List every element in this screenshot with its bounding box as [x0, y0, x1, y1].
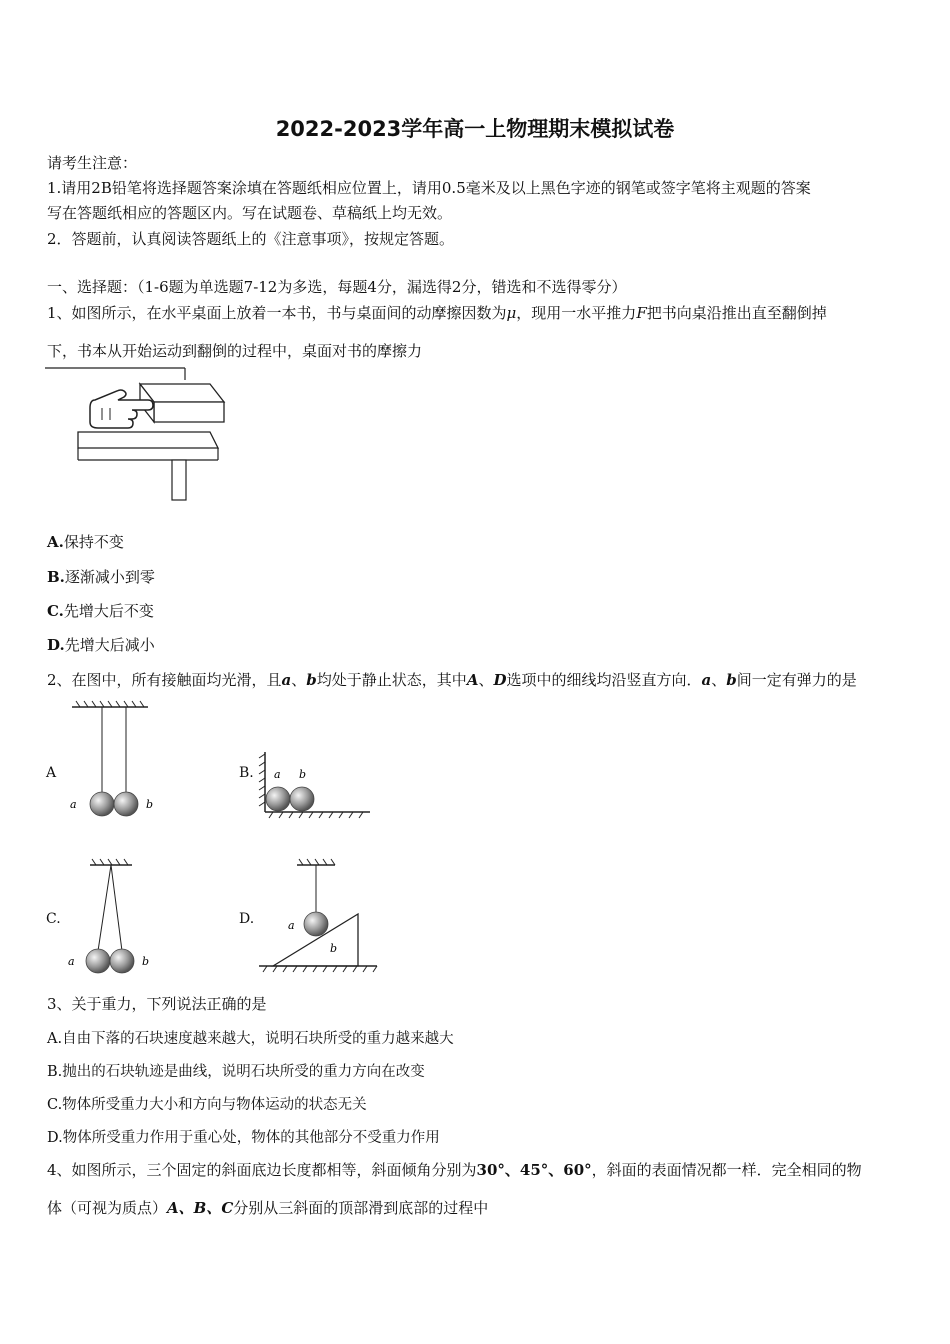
q1-stem-b: ，现用一水平推力	[516, 304, 637, 322]
page-title: 2022-2023学年高一上物理期末模拟试卷	[275, 117, 675, 141]
q2-fig-b-ball-b: b	[299, 768, 307, 781]
q2-fig-d-wedge-b: b	[330, 942, 338, 955]
q2-fig-a-ball-b: b	[146, 798, 154, 811]
q1-stem-line2: 下，书本从开始运动到翻倒的过程中，桌面对书的摩擦力	[47, 342, 423, 360]
notice-line-2: 2．答题前，认真阅读答题纸上的《注意事项》，按规定答题。	[47, 230, 455, 248]
q3-option-c[interactable]: C.物体所受重力大小和方向与物体运动的状态无关	[47, 1097, 367, 1113]
q3-option-a[interactable]: A.自由下落的石块速度越来越大，说明石块所受的重力越来越大	[47, 1031, 454, 1047]
q1-figure-book-on-table	[40, 362, 240, 507]
section-heading: 一、选择题：（1-6题为单选题7-12为多选，每题4分，漏选得2分，错选和不选得零分）	[47, 278, 627, 296]
q1-mu: μ	[506, 304, 517, 322]
q2-fig-d-label[interactable]: D.	[239, 911, 255, 927]
q2-figure-d	[255, 856, 385, 976]
q4-stem-line2: 体（可视为质点）A、B、C分别从三斜面的顶部滑到底部的过程中	[47, 1199, 489, 1217]
q2-fig-a-label[interactable]: A	[46, 765, 57, 781]
q3-option-d[interactable]: D.物体所受重力作用于重心处，物体的其他部分不受重力作用	[47, 1130, 440, 1146]
q1-force-f: F	[636, 304, 647, 322]
q4-stem-line1: 4、如图所示，三个固定的斜面底边长度都相等，斜面倾角分别为30°、45°、60°，斜面的表面情况都一样．完全相同的物	[47, 1161, 862, 1179]
notice-heading: 请考生注意：	[47, 154, 138, 172]
q1-option-a[interactable]: A.保持不变	[47, 533, 124, 551]
q1-stem-c: 把书向桌沿推出直至翻倒掉	[646, 304, 827, 322]
q2-figure-a	[60, 698, 170, 823]
q2-fig-c-label[interactable]: C.	[46, 911, 61, 927]
q1-option-b[interactable]: B.逐渐减小到零	[47, 568, 155, 586]
notice-line-1a: 1.请用2B铅笔将选择题答案涂填在答题纸相应位置上，请用0.5毫米及以上黑色字迹的钢笔或签字笔将主观题的答案	[47, 179, 811, 197]
q2-fig-c-ball-a: a	[68, 955, 75, 968]
q1-stem-line1	[47, 302, 827, 323]
q1-option-c[interactable]: C.先增大后不变	[47, 602, 154, 620]
notice-line-1b: 写在答题纸相应的答题区内。写在试题卷、草稿纸上均无效。	[47, 204, 453, 222]
q2-stem: 2、在图中，所有接触面均光滑，且a、b均处于静止状态，其中A、D选项中的细线均沿竖直方向．a、b间一定有弹力的是	[47, 671, 857, 689]
q2-fig-b-label[interactable]: B.	[239, 765, 254, 781]
q1-option-d[interactable]: D.先增大后减小	[47, 636, 155, 654]
q2-fig-d-ball-a: a	[288, 919, 295, 932]
q3-stem: 3、关于重力，下列说法正确的是	[47, 995, 267, 1013]
q2-fig-a-ball-a: a	[70, 798, 77, 811]
q2-figure-b	[255, 748, 375, 823]
q3-option-b[interactable]: B.抛出的石块轨迹是曲线，说明石块所受的重力方向在改变	[47, 1064, 425, 1080]
q2-fig-c-ball-b: b	[142, 955, 150, 968]
q2-figure-c	[60, 856, 170, 981]
q1-stem-a: 1、如图所示，在水平桌面上放着一本书，书与桌面间的动摩擦因数为	[47, 304, 507, 322]
q2-fig-b-ball-a: a	[274, 768, 281, 781]
